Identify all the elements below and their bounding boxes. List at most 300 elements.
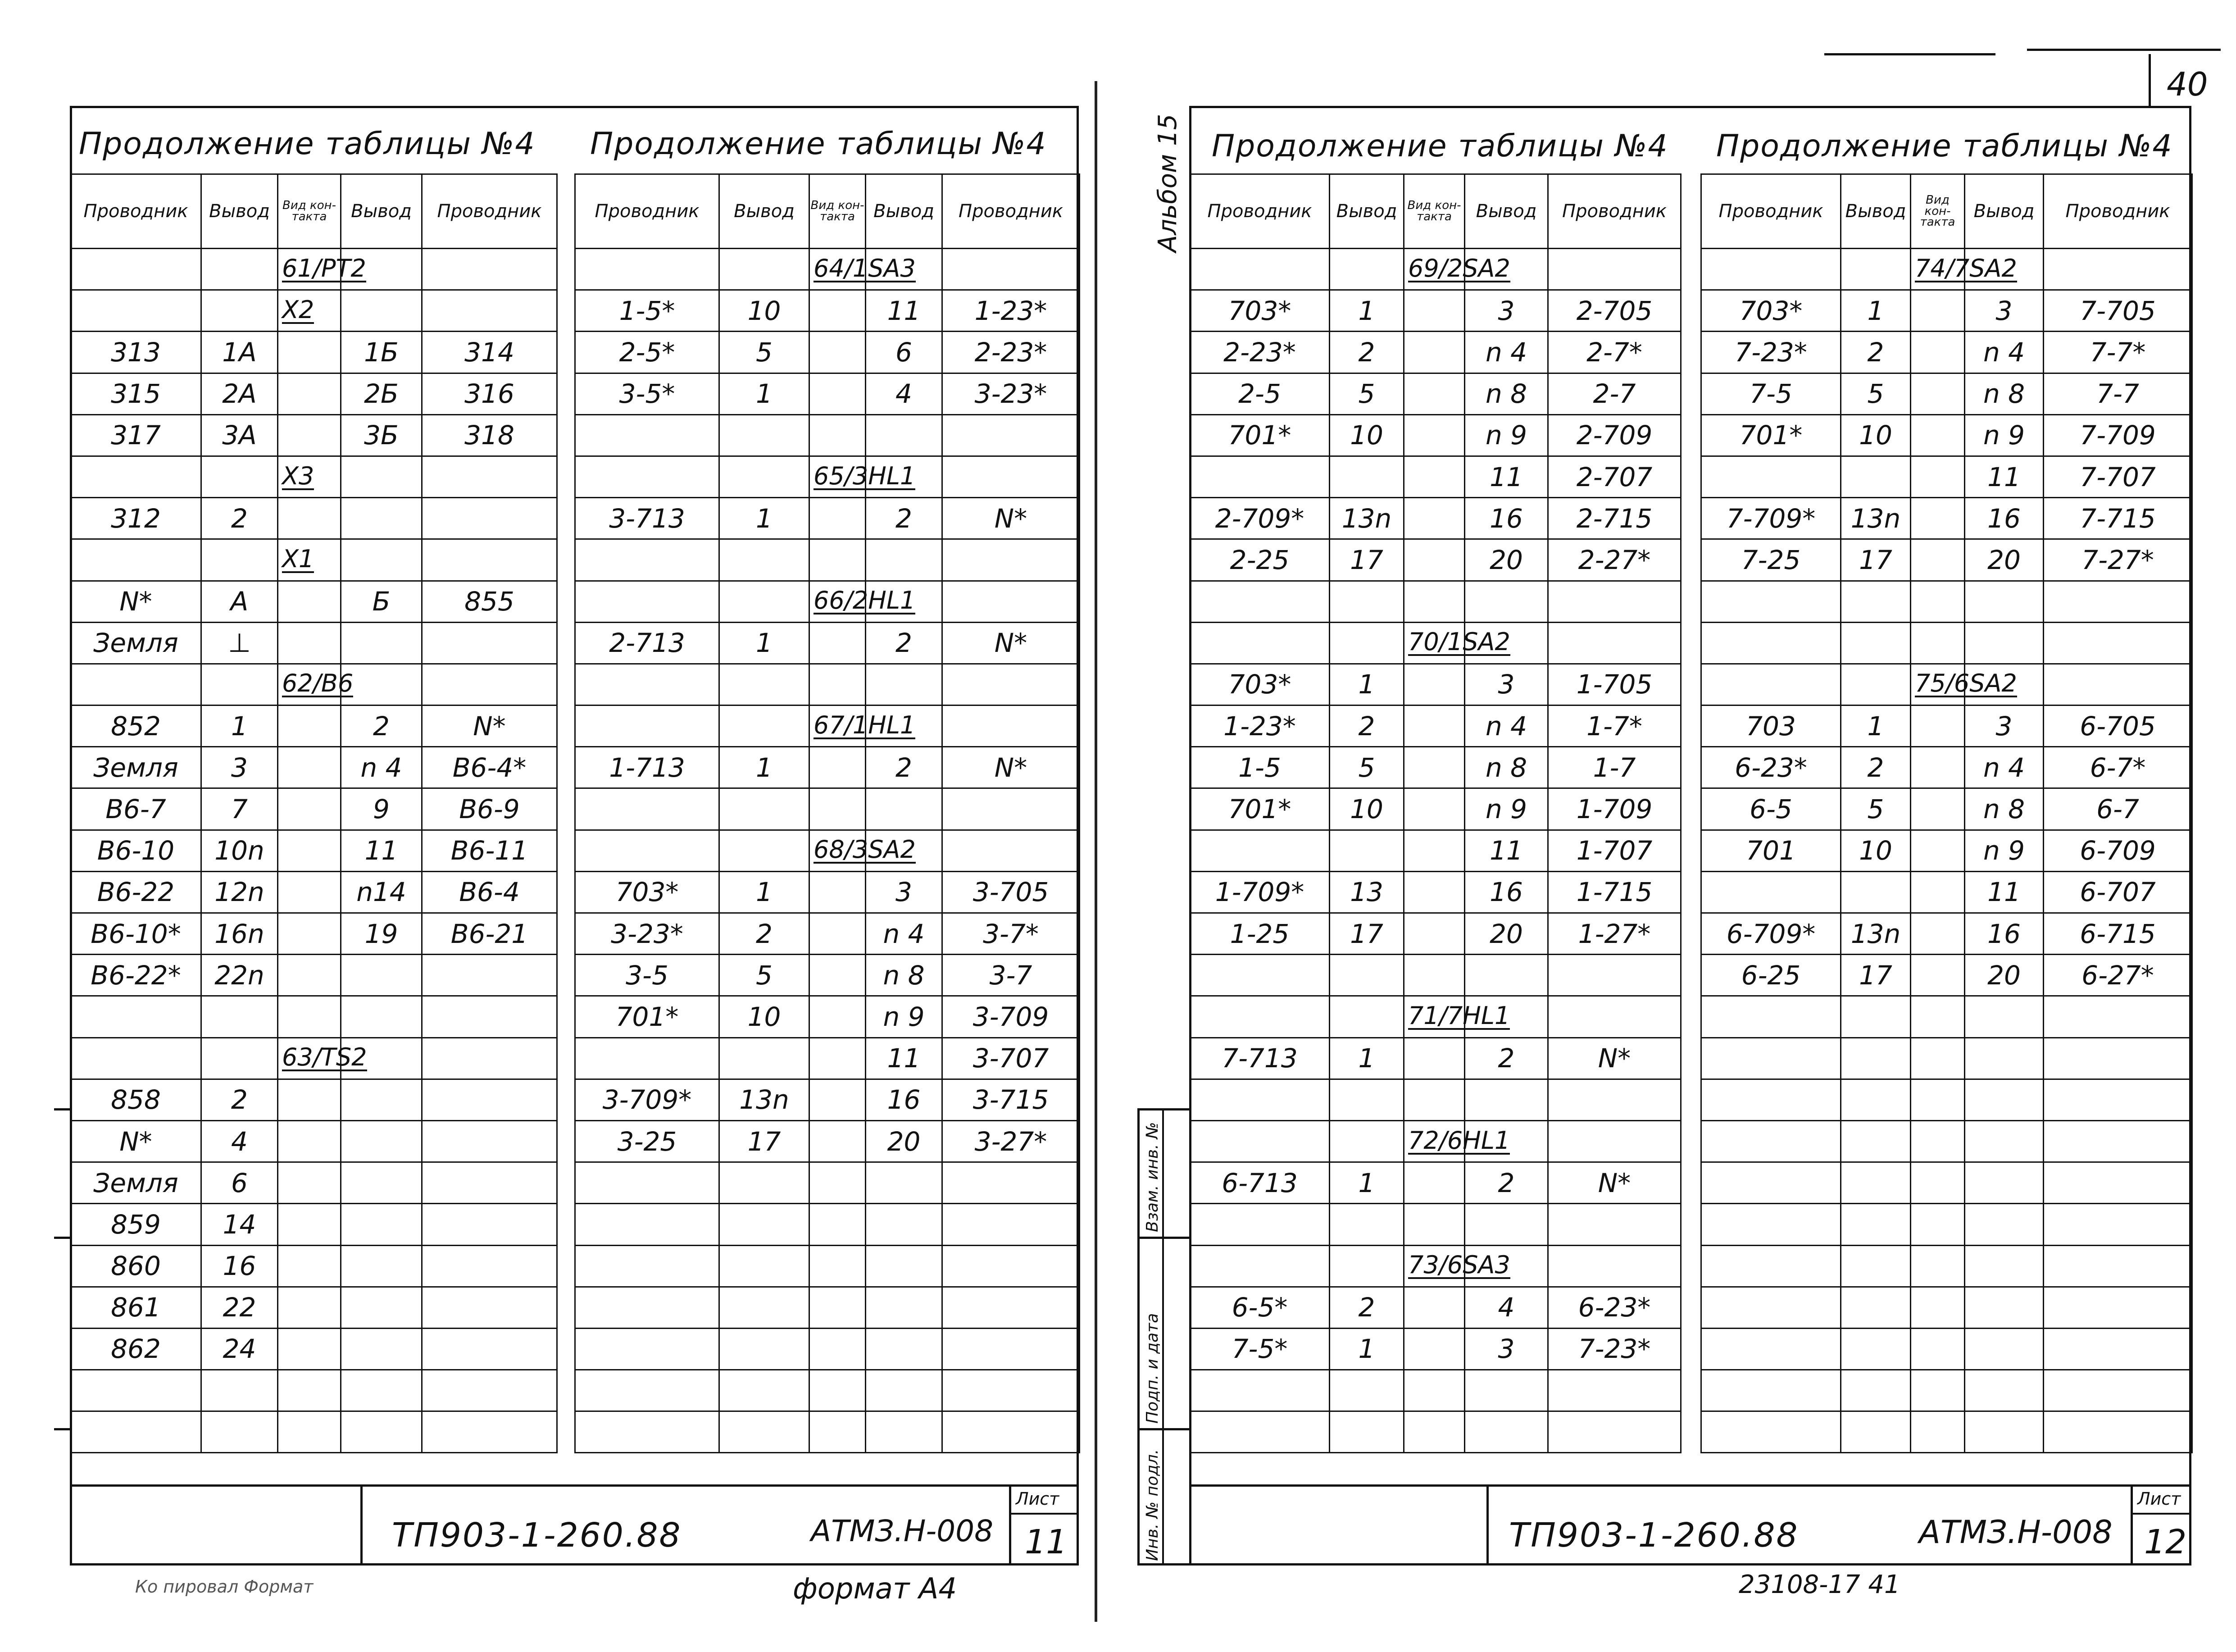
cell-conductor-out: 2-715 <box>1548 498 1681 539</box>
cell-terminal: 3 <box>201 747 278 788</box>
cell-contact-type <box>278 871 341 913</box>
cell-terminal <box>201 664 278 705</box>
table-row <box>1701 332 2192 373</box>
cell-conductor <box>1701 664 1841 705</box>
cell-terminal: 2 <box>1330 705 1404 747</box>
table-row <box>575 414 1080 456</box>
cell-terminal-out <box>1465 1079 1548 1120</box>
table-row <box>1190 290 1681 332</box>
cell-terminal <box>1330 955 1404 996</box>
cell-terminal: 16 <box>201 1245 278 1287</box>
table-row <box>575 581 1080 622</box>
cell-terminal-out <box>341 1162 422 1204</box>
cell-terminal: 1 <box>1841 705 1911 747</box>
cell-conductor-out: 314 <box>422 332 557 373</box>
cell-terminal-out: 20 <box>866 1120 942 1162</box>
cell-conductor: 2-709* <box>1190 498 1330 539</box>
cell-terminal: 24 <box>201 1328 278 1370</box>
cell-conductor: 7-713 <box>1190 1038 1330 1079</box>
cell-terminal-out <box>341 1287 422 1328</box>
cell-conductor: 3-5 <box>575 955 719 996</box>
table-row <box>1701 1120 2192 1162</box>
cell-contact-type <box>1404 622 1510 664</box>
cell-terminal: 6 <box>201 1162 278 1204</box>
cell-conductor-out: 3-715 <box>942 1079 1080 1120</box>
cell-terminal <box>719 1038 809 1079</box>
cell-contact-type <box>809 1287 866 1328</box>
table-row <box>71 539 557 581</box>
cell-terminal: 5 <box>1330 373 1404 414</box>
cell-terminal-out <box>866 788 942 830</box>
cell-conductor-out: 6-715 <box>2044 913 2192 955</box>
cell-terminal <box>719 664 809 705</box>
left-sheet-box-divider <box>1009 1484 1011 1566</box>
cell-conductor-out <box>1548 955 1681 996</box>
cell-terminal: 17 <box>1330 539 1404 581</box>
cell-terminal: 1 <box>1330 1328 1404 1370</box>
cell-terminal: 5 <box>719 332 809 373</box>
table-row <box>71 290 557 332</box>
cell-contact-type <box>1404 955 1465 996</box>
cell-conductor: 1-25 <box>1190 913 1330 955</box>
cell-conductor <box>575 705 719 747</box>
table-row <box>575 955 1080 996</box>
cell-terminal <box>1841 622 1911 664</box>
cell-terminal-out: n 8 <box>866 955 942 996</box>
cell-contact-type <box>278 913 341 955</box>
table-row <box>575 664 1080 705</box>
cell-terminal-out: 16 <box>1465 498 1548 539</box>
table-row <box>71 1120 557 1162</box>
cell-terminal: 4 <box>201 1120 278 1162</box>
table-row <box>1701 871 2192 913</box>
cell-conductor-out: 6-23* <box>1548 1287 1681 1328</box>
cell-conductor <box>575 1411 719 1453</box>
table-row <box>1190 1287 1681 1328</box>
cell-contact-type <box>809 456 916 497</box>
cell-conductor-out <box>942 664 1080 705</box>
cell-terminal-out: n 8 <box>1465 747 1548 788</box>
cell-terminal-out <box>866 1162 942 1204</box>
cell-terminal-out: 20 <box>1965 955 2044 996</box>
header-conductor-out: Проводник <box>1548 174 1681 249</box>
cell-conductor <box>575 1162 719 1204</box>
cell-terminal-out <box>341 622 422 664</box>
cell-contact-type <box>809 581 916 622</box>
cell-contact-type <box>1404 581 1465 622</box>
cell-contact-type <box>278 1079 341 1120</box>
cell-conductor-out <box>2044 1079 2192 1120</box>
cell-conductor <box>1701 1287 1841 1328</box>
table-row <box>1190 788 1681 830</box>
cell-conductor <box>575 581 719 622</box>
cell-terminal: 1A <box>201 332 278 373</box>
cell-contact-type <box>1911 1370 1965 1411</box>
table-row <box>1190 871 1681 913</box>
left-edge-tick <box>54 1237 72 1239</box>
cell-contact-type <box>1911 539 1965 581</box>
table-row <box>71 1287 557 1328</box>
cell-contact-type <box>1404 456 1465 497</box>
cell-contact-type <box>1911 1038 1965 1079</box>
cell-terminal <box>719 581 809 622</box>
cell-terminal <box>719 1370 809 1411</box>
cell-conductor <box>1190 830 1330 871</box>
table-row <box>71 1038 557 1079</box>
cell-terminal: 2 <box>719 913 809 955</box>
cell-terminal-out <box>1965 1120 2044 1162</box>
cell-conductor-out <box>422 622 557 664</box>
cell-contact-type <box>1911 871 1965 913</box>
table-row <box>575 1079 1080 1120</box>
left-sheet-number: 11 <box>1025 1523 1068 1561</box>
cell-terminal-out: 16 <box>1965 913 2044 955</box>
header-terminal: Вывод <box>719 174 809 249</box>
cell-contact-type <box>278 830 341 871</box>
cell-terminal-out <box>866 1287 942 1328</box>
cell-contact-type <box>809 788 866 830</box>
cell-conductor-out <box>422 1328 557 1370</box>
cell-terminal <box>719 830 809 871</box>
cell-contact-type <box>1911 705 1965 747</box>
table-row <box>575 1370 1080 1411</box>
cell-terminal <box>719 539 809 581</box>
cell-conductor-out: 1-707 <box>1548 830 1681 871</box>
left-footer-format: формат А4 <box>793 1572 957 1606</box>
table-row <box>1190 1079 1681 1120</box>
cell-conductor: 703* <box>1701 290 1841 332</box>
cell-conductor: 701* <box>1190 788 1330 830</box>
cell-conductor-out <box>942 1328 1080 1370</box>
table-row <box>71 830 557 871</box>
table-row <box>71 373 557 414</box>
cell-terminal-out <box>341 539 422 581</box>
cell-contact-type <box>1911 1162 1965 1204</box>
left-table-a <box>70 173 558 1453</box>
cell-terminal <box>1841 1287 1911 1328</box>
cell-contact-type <box>1404 1204 1465 1245</box>
cell-terminal <box>719 1245 809 1287</box>
table-row <box>1190 581 1681 622</box>
cell-terminal: 16n <box>201 913 278 955</box>
cell-conductor: Земля <box>71 747 201 788</box>
cell-contact-type <box>809 498 866 539</box>
cell-conductor <box>1190 1120 1330 1162</box>
cell-conductor-out <box>942 414 1080 456</box>
cell-terminal-out <box>1965 1204 2044 1245</box>
cell-terminal-out: n 9 <box>1965 414 2044 456</box>
cell-terminal <box>719 414 809 456</box>
device-label: X2 <box>282 295 314 324</box>
cell-conductor: N* <box>71 581 201 622</box>
cell-contact-type <box>809 871 866 913</box>
cell-terminal: 2 <box>1841 747 1911 788</box>
cell-conductor: Земля <box>71 622 201 664</box>
cell-conductor: 701 <box>1701 830 1841 871</box>
cell-conductor-out: 7-709 <box>2044 414 2192 456</box>
cell-terminal-out: n 8 <box>1465 373 1548 414</box>
table-row <box>1701 1079 2192 1120</box>
cell-conductor: 313 <box>71 332 201 373</box>
cell-terminal-out: 16 <box>1465 871 1548 913</box>
table-row <box>575 830 1080 871</box>
cell-conductor-out <box>942 1287 1080 1328</box>
cell-conductor-out: 3-707 <box>942 1038 1080 1079</box>
cell-conductor-out <box>942 539 1080 581</box>
table-row <box>71 1245 557 1287</box>
cell-contact-type <box>1404 249 1510 290</box>
table-row <box>1190 1204 1681 1245</box>
cell-conductor: 2-713 <box>575 622 719 664</box>
cell-contact-type <box>809 1079 866 1120</box>
cell-contact-type <box>1404 1162 1465 1204</box>
cell-conductor-out: 1-27* <box>1548 913 1681 955</box>
cell-conductor <box>575 1204 719 1245</box>
table-row <box>575 1328 1080 1370</box>
cell-terminal <box>719 1287 809 1328</box>
cell-terminal <box>719 1328 809 1370</box>
table-row <box>575 1411 1080 1453</box>
cell-terminal-out <box>341 456 422 497</box>
cell-contact-type <box>1911 1287 1965 1328</box>
cell-conductor-out: 2-27* <box>1548 539 1681 581</box>
table-row <box>1701 581 2192 622</box>
table-row <box>71 788 557 830</box>
cell-terminal: 3A <box>201 414 278 456</box>
cell-terminal-out <box>866 1328 942 1370</box>
cell-terminal: 13n <box>1841 498 1911 539</box>
device-label: 61/PT2 <box>282 254 366 282</box>
cell-terminal-out: 1Б <box>341 332 422 373</box>
cell-conductor-out <box>2044 581 2192 622</box>
table-row <box>1190 1245 1681 1287</box>
cell-terminal-out: 20 <box>1465 539 1548 581</box>
device-label: 66/2HL1 <box>814 586 916 615</box>
cell-conductor-out <box>2044 1162 2192 1204</box>
cell-terminal-out <box>866 414 942 456</box>
cell-conductor <box>575 1287 719 1328</box>
cell-conductor <box>1190 1370 1330 1411</box>
cell-contact-type <box>809 290 866 332</box>
cell-terminal: 1 <box>1841 290 1911 332</box>
cell-terminal <box>1330 1245 1404 1287</box>
table-row <box>1701 1328 2192 1370</box>
page-number-box <box>2149 54 2151 108</box>
cell-conductor-out <box>422 996 557 1038</box>
cell-conductor <box>575 788 719 830</box>
header-conductor-out: Проводник <box>2044 174 2192 249</box>
cell-terminal-out: 4 <box>1465 1287 1548 1328</box>
cell-conductor-out: 1-23* <box>942 290 1080 332</box>
left-edge-tick <box>54 1108 72 1110</box>
cell-conductor-out <box>422 1204 557 1245</box>
cell-contact-type <box>1911 1204 1965 1245</box>
cell-terminal-out <box>866 664 942 705</box>
table-row <box>71 1411 557 1453</box>
table-row <box>71 871 557 913</box>
cell-terminal-out <box>341 955 422 996</box>
cell-terminal-out: 3 <box>1965 290 2044 332</box>
cell-terminal: 10 <box>1330 788 1404 830</box>
cell-conductor: 7-5* <box>1190 1328 1330 1370</box>
cell-contact-type <box>1911 498 1965 539</box>
cell-conductor: 861 <box>71 1287 201 1328</box>
cell-terminal-out: 3Б <box>341 414 422 456</box>
cell-terminal: 13n <box>1841 913 1911 955</box>
cell-conductor <box>575 456 719 497</box>
table-row <box>71 332 557 373</box>
cell-terminal-out <box>1965 1162 2044 1204</box>
cell-terminal: 2 <box>201 498 278 539</box>
table-row <box>71 955 557 996</box>
cell-contact-type <box>1911 1328 1965 1370</box>
right-stamp-code: ТП903-1-260.88 <box>1509 1516 1799 1555</box>
cell-terminal-out: 19 <box>341 913 422 955</box>
cell-contact-type <box>278 498 341 539</box>
table-row <box>575 1038 1080 1079</box>
cell-terminal: 1 <box>719 747 809 788</box>
cell-conductor <box>1190 955 1330 996</box>
cell-contact-type <box>809 955 866 996</box>
cell-conductor-out: 7-7* <box>2044 332 2192 373</box>
header-terminal-out: Вывод <box>866 174 942 249</box>
cell-terminal: 14 <box>201 1204 278 1245</box>
cell-terminal <box>1330 1079 1404 1120</box>
cell-contact-type <box>278 373 341 414</box>
table-row <box>1701 1245 2192 1287</box>
cell-contact-type <box>278 1245 341 1287</box>
cell-terminal-out <box>1465 1204 1548 1245</box>
cell-terminal-out <box>341 1370 422 1411</box>
cell-conductor <box>71 1370 201 1411</box>
cell-terminal <box>201 456 278 497</box>
cell-conductor-out: 3-27* <box>942 1120 1080 1162</box>
cell-contact-type <box>1911 373 1965 414</box>
cell-contact-type <box>278 664 354 705</box>
cell-conductor: 312 <box>71 498 201 539</box>
cell-conductor-out <box>422 1079 557 1120</box>
cell-terminal-out: 2 <box>866 622 942 664</box>
cell-terminal <box>1841 1204 1911 1245</box>
table-row <box>1190 1120 1681 1162</box>
cell-conductor-out: 1-715 <box>1548 871 1681 913</box>
cell-conductor <box>575 1370 719 1411</box>
cell-contact-type <box>1911 996 1965 1038</box>
table-row <box>575 871 1080 913</box>
cell-conductor <box>1701 1328 1841 1370</box>
table-row <box>71 456 557 497</box>
table-row <box>71 1162 557 1204</box>
table-row <box>575 498 1080 539</box>
cell-conductor: 3-25 <box>575 1120 719 1162</box>
cell-contact-type <box>278 1120 341 1162</box>
cell-conductor: 7-23* <box>1701 332 1841 373</box>
cell-terminal-out: 11 <box>866 290 942 332</box>
cell-terminal-out: 2 <box>866 498 942 539</box>
cell-conductor: 6-5* <box>1190 1287 1330 1328</box>
cell-terminal <box>1330 1411 1404 1453</box>
cell-conductor: 1-5* <box>575 290 719 332</box>
cell-contact-type <box>278 1328 341 1370</box>
cell-conductor-out <box>2044 1370 2192 1411</box>
cell-terminal <box>1330 1120 1404 1162</box>
table-row <box>1701 955 2192 996</box>
cell-conductor-out <box>422 1411 557 1453</box>
table-row <box>1701 830 2192 871</box>
cell-contact-type <box>278 1287 341 1328</box>
cell-terminal <box>201 290 278 332</box>
cell-conductor-out: 6-7* <box>2044 747 2192 788</box>
cell-conductor: 6-25 <box>1701 955 1841 996</box>
cell-terminal-out: n14 <box>341 871 422 913</box>
cell-contact-type <box>809 664 866 705</box>
cell-conductor: Земля <box>71 1162 201 1204</box>
cell-terminal-out: n 4 <box>341 747 422 788</box>
cell-conductor-out <box>1548 996 1681 1038</box>
cell-conductor-out <box>2044 1411 2192 1453</box>
cell-terminal <box>1330 1204 1404 1245</box>
cell-conductor-out <box>422 1287 557 1328</box>
cell-contact-type <box>1404 1328 1465 1370</box>
side-col-divider <box>1162 1108 1164 1566</box>
table-row <box>1701 539 2192 581</box>
cell-conductor-out <box>942 1245 1080 1287</box>
device-label: 71/7HL1 <box>1408 1001 1510 1030</box>
cell-terminal <box>1841 1245 1911 1287</box>
left-stamp-code: ТП903-1-260.88 <box>392 1516 682 1555</box>
cell-conductor-out: 6-27* <box>2044 955 2192 996</box>
table-row <box>1701 747 2192 788</box>
cell-conductor-out <box>942 1204 1080 1245</box>
cell-conductor-out <box>2044 1038 2192 1079</box>
cell-terminal: 1 <box>719 498 809 539</box>
cell-conductor-out <box>422 1120 557 1162</box>
cell-contact-type <box>1911 332 1965 373</box>
cell-conductor <box>1701 871 1841 913</box>
cell-terminal <box>1330 996 1404 1038</box>
cell-terminal-out <box>1965 1411 2044 1453</box>
cell-conductor <box>1701 1038 1841 1079</box>
cell-conductor-out: 7-23* <box>1548 1328 1681 1370</box>
table-row <box>71 249 557 290</box>
cell-terminal: 17 <box>1841 539 1911 581</box>
cell-terminal <box>201 1370 278 1411</box>
cell-conductor-out <box>1548 1370 1681 1411</box>
left-sheet-label-rule <box>1009 1513 1079 1515</box>
cell-terminal <box>1841 1162 1911 1204</box>
cell-conductor-out <box>942 1370 1080 1411</box>
cell-contact-type <box>278 1370 341 1411</box>
table-row <box>1701 622 2192 664</box>
right-table-b <box>1700 173 2193 1453</box>
table-row <box>575 1120 1080 1162</box>
cell-conductor-out: 2-707 <box>1548 456 1681 497</box>
cell-terminal-out <box>341 498 422 539</box>
left-edge-tick <box>54 1428 72 1430</box>
table-row <box>1701 1162 2192 1204</box>
table-row <box>575 456 1080 497</box>
cell-conductor-out <box>2044 1328 2192 1370</box>
cell-terminal <box>201 1038 278 1079</box>
cell-conductor-out <box>2044 664 2192 705</box>
cell-conductor-out: B6-21 <box>422 913 557 955</box>
cell-terminal-out <box>1965 996 2044 1038</box>
cell-terminal: 22 <box>201 1287 278 1328</box>
cell-conductor-out: 6-7 <box>2044 788 2192 830</box>
table-row <box>575 788 1080 830</box>
cell-conductor-out <box>942 249 1080 290</box>
cell-conductor: B6-22 <box>71 871 201 913</box>
